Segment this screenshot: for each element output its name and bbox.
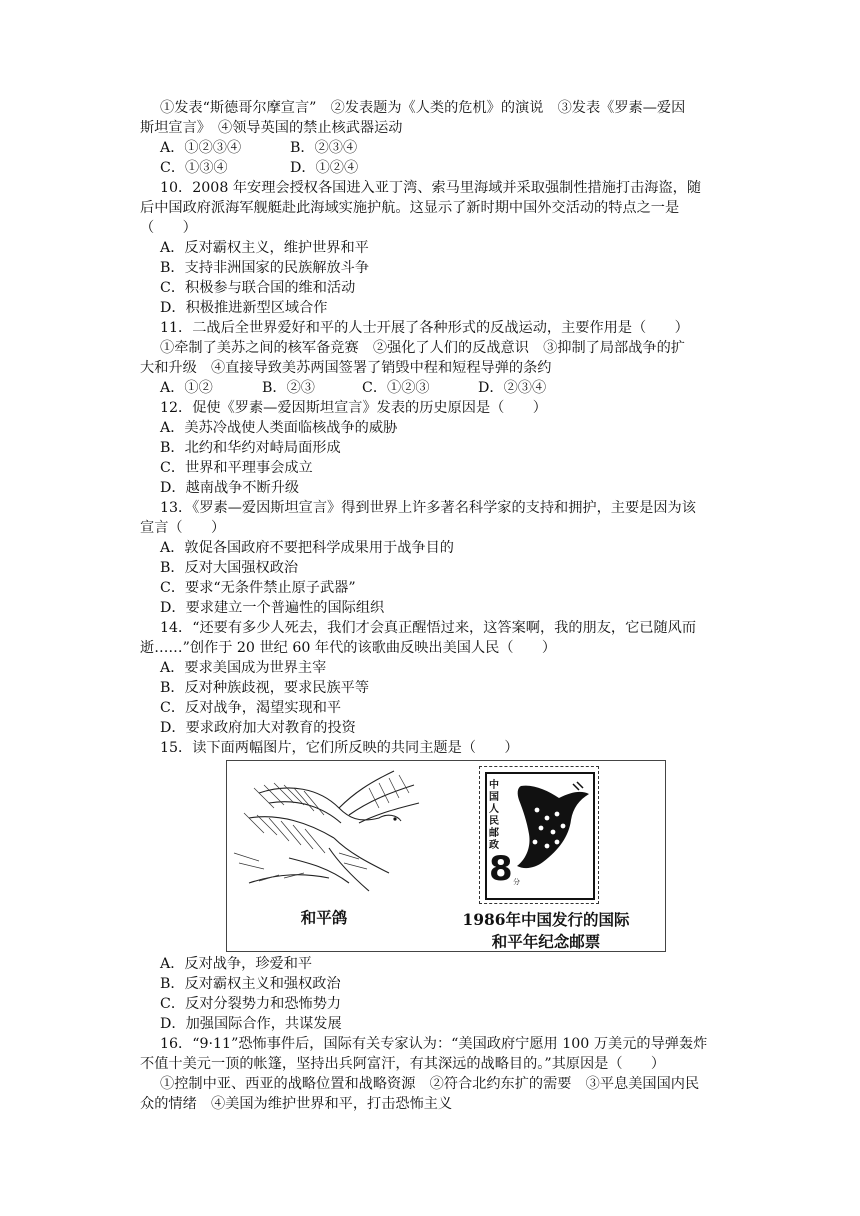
q11-option-c[interactable]: C．①②③ xyxy=(362,380,430,396)
q14-option-b[interactable]: B．反对种族歧视，要求民族平等 xyxy=(160,680,370,696)
q10-option-b[interactable]: B．支持非洲国家的民族解放斗争 xyxy=(160,260,370,276)
q14-option-c[interactable]: C．反对战争，渴望实现和平 xyxy=(160,700,342,716)
dove-silhouette-icon xyxy=(513,780,591,872)
q14-stem-line2: 逝……”创作于 20 世纪 60 年代的该歌曲反映出美国人民（ ） xyxy=(140,640,557,656)
q13-stem-line1: 13．《罗素—爱因斯坦宣言》得到世界上许多著名科学家的支持和拥护，主要是因为该 xyxy=(160,500,696,516)
q9-option-a[interactable]: A．①②③④ xyxy=(160,140,242,156)
q12-option-a[interactable]: A．美苏冷战使人类面临核战争的威胁 xyxy=(160,420,398,436)
q13-stem-line2: 宣言（ ） xyxy=(140,520,226,536)
q16-statement-line2: 众的情绪 ④美国为维护世界和平，打击恐怖主义 xyxy=(140,1096,453,1112)
q9-options-row1 xyxy=(140,138,730,158)
dove-caption: 和平鸽 xyxy=(300,908,348,927)
q13-option-a[interactable]: A．敦促各国政府不要把科学成果用于战争目的 xyxy=(160,540,454,556)
q16-stem-line1: 16．“9·11”恐怖事件后，国际有关专家认为：“美国政府宁愿用 100 万美元的导弹轰炸 xyxy=(160,1036,708,1052)
q15-option-d[interactable]: D．加强国际合作，共谋发展 xyxy=(160,1016,342,1032)
q12-stem: 12．促使《罗素—爱因斯坦宣言》发表的历史原因是（ ） xyxy=(160,400,547,416)
exam-page xyxy=(140,98,730,1114)
q12-option-b[interactable]: B．北约和华约对峙局面形成 xyxy=(160,440,341,456)
q9-statement-line2: 斯坦宣言》 ④领导英国的禁止核武器运动 xyxy=(140,120,403,136)
q10-stem-line2: 后中国政府派海军舰艇赴此海域实施护航。这显示了新时期中国外交活动的特点之一是 xyxy=(140,200,680,216)
stamp-issuer-text: 中国人民邮政 xyxy=(489,780,499,851)
q10-stem-line3: （ ） xyxy=(140,220,197,236)
q9-statement-line1: ①发表“斯德哥尔摩宣言” ②发表题为《人类的危机》的演说 ③发表《罗素—爱因 xyxy=(160,100,686,116)
q11-options-row xyxy=(140,378,730,398)
q15-option-c[interactable]: C．反对分裂势力和恐怖势力 xyxy=(160,996,342,1012)
q15-stem: 15．读下面两幅图片，它们所反映的共同主题是（ ） xyxy=(160,740,519,756)
peace-dove-image xyxy=(229,763,429,903)
stamp-unit: 分 xyxy=(513,878,520,886)
q10-option-a[interactable]: A．反对霸权主义，维护世界和平 xyxy=(160,240,369,256)
q13-option-c[interactable]: C．要求“无条件禁止原子武器” xyxy=(160,580,356,596)
q11-option-d[interactable]: D．②③④ xyxy=(478,380,547,396)
q11-option-a[interactable]: A．①② xyxy=(160,380,213,396)
q12-option-d[interactable]: D．越南战争不断升级 xyxy=(160,480,300,496)
q11-option-b[interactable]: B．②③ xyxy=(262,380,315,396)
q14-stem-line1: 14．“还要有多少人死去，我们才会真正醒悟过来，这答案啊，我的朋友，它已随风而 xyxy=(160,620,697,636)
q10-option-c[interactable]: C．积极参与联合国的维和活动 xyxy=(160,280,356,296)
q15-option-b[interactable]: B．反对霸权主义和强权政治 xyxy=(160,976,341,992)
q9-option-d[interactable]: D．①②④ xyxy=(290,160,359,176)
q14-option-d[interactable]: D．要求政府加大对教育的投资 xyxy=(160,720,356,736)
q14-option-a[interactable]: A．要求美国成为世界主宰 xyxy=(160,660,327,676)
peace-year-stamp xyxy=(479,766,599,904)
q11-statement-line1: ①牵制了美苏之间的核军备竞赛 ②强化了人们的反战意识 ③抑制了局部战争的扩 xyxy=(160,340,685,356)
q13-option-b[interactable]: B．反对大国强权政治 xyxy=(160,560,299,576)
q11-statement-line2: 大和升级 ④直接导致美苏两国签署了销毁中程和短程导弹的条约 xyxy=(140,360,552,376)
q9-options-row2 xyxy=(140,158,730,178)
stamp-caption-line1: 1986年中国发行的国际 xyxy=(462,910,630,929)
q10-option-d[interactable]: D．积极推进新型区域合作 xyxy=(160,300,328,316)
stamp-value: 8 xyxy=(489,849,513,889)
q9-option-b[interactable]: B．②③④ xyxy=(290,140,358,156)
q10-stem-line1: 10．2008 年安理会授权各国进入亚丁湾、索马里海域并采取强制性措施打击海盗，随 xyxy=(160,180,702,196)
stamp-caption-line2: 和平年纪念邮票 xyxy=(491,932,601,951)
q9-option-c[interactable]: C．①③④ xyxy=(160,160,228,176)
q16-statement-line1: ①控制中亚、西亚的战略位置和战略资源 ②符合北约东扩的需要 ③平息美国国内民 xyxy=(160,1076,700,1092)
q15-option-a[interactable]: A．反对战争，珍爱和平 xyxy=(160,956,313,972)
q13-option-d[interactable]: D．要求建立一个普遍性的国际组织 xyxy=(160,600,385,616)
q11-stem: 11．二战后全世界爱好和平的人士开展了各种形式的反战运动，主要作用是（ ） xyxy=(160,320,689,336)
q15-figure xyxy=(226,760,666,952)
q16-stem-line2: 不值十美元一顶的帐篷，坚持出兵阿富汗，有其深远的战略目的。”其原因是（ ） xyxy=(140,1056,666,1072)
q12-option-c[interactable]: C．世界和平理事会成立 xyxy=(160,460,313,476)
